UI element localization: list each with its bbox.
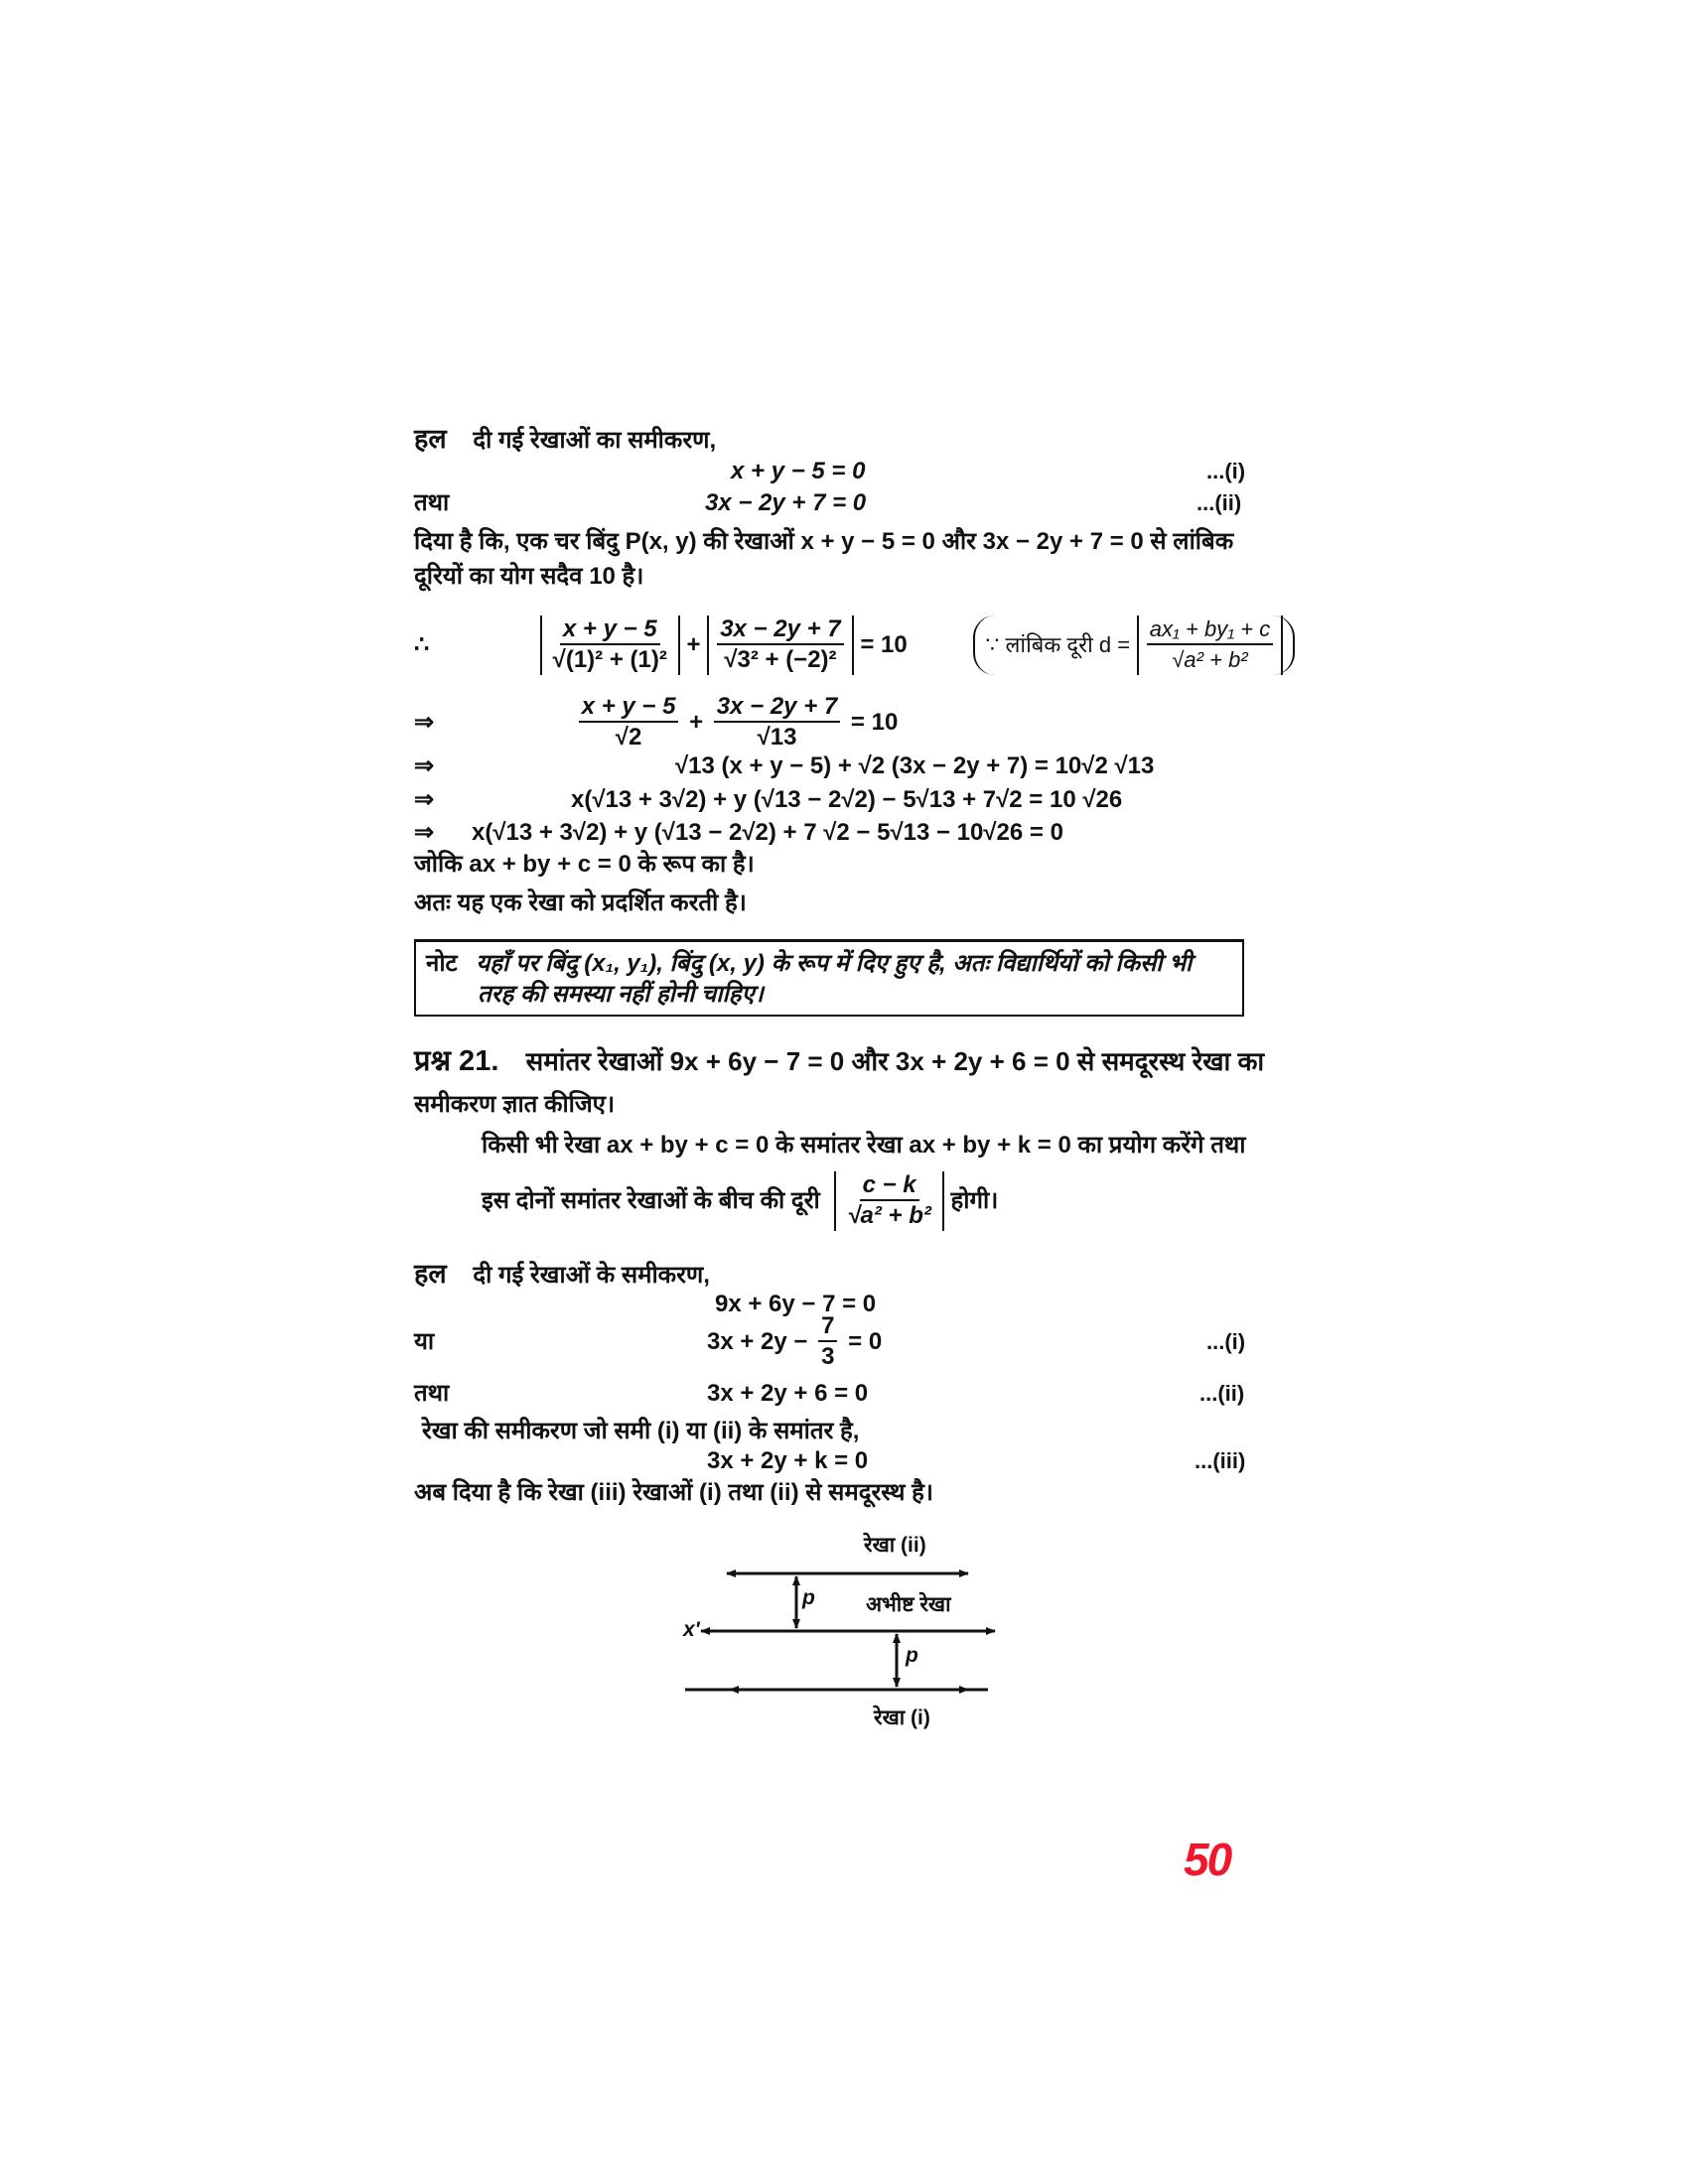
implies-symbol: ⇒: [414, 709, 435, 736]
conclusion: अतः यह एक रेखा को प्रदर्शित करती है।: [414, 889, 747, 916]
note-label: नोट: [426, 950, 458, 977]
step-2: √13 (x + y − 5) + √2 (3x − 2y + 7) = 10√2 √13: [675, 752, 1155, 779]
question-text-2: समीकरण ज्ञात कीजिए।: [414, 1091, 616, 1118]
equation-2: 3x + 2y + 6 = 0: [707, 1380, 869, 1407]
equation-tag-3: ...(iii): [1195, 1448, 1246, 1473]
therefore-symbol: ∴: [414, 631, 430, 658]
question-text-1: समांतर रेखाओं 9x + 6y − 7 = 0 और 3x + 2y + 6 = 0 से समदूरस्थ रेखा का: [525, 1046, 1265, 1076]
hint-prefix: इस दोनों समांतर रेखाओं के बीच की दूरी: [482, 1187, 820, 1214]
question-label: प्रश्न 21.: [414, 1045, 499, 1077]
note-text-2: तरह की समस्या नहीं होनी चाहिए।: [478, 981, 764, 1008]
fraction-numerator: 7: [818, 1312, 837, 1342]
or-label: या: [414, 1328, 435, 1355]
plus-sign: +: [689, 709, 704, 736]
fraction-denominator: √a² + b²: [1172, 647, 1248, 672]
fraction-numerator: x + y − 5: [560, 615, 660, 645]
fraction-numerator: c − k: [860, 1171, 919, 1201]
solution-label: हल: [414, 1259, 447, 1289]
plus-sign: +: [686, 631, 701, 658]
equation-tag-1: ...(i): [1206, 459, 1246, 483]
solution-intro: दी गई रेखाओं का समीकरण,: [473, 427, 717, 454]
fraction-denominator: √a² + b²: [847, 1202, 931, 1229]
given-paragraph-line-1: दिया है कि, एक चर बिंदु P(x, y) की रेखाओं x + y − 5 = 0 और 3x − 2y + 7 = 0 से लांबिक: [414, 528, 1234, 555]
fraction-denominator: 3: [821, 1343, 835, 1370]
solution-intro: दी गई रेखाओं के समीकरण,: [473, 1262, 710, 1289]
fraction-denominator: √3² + (−2)²: [724, 646, 837, 673]
p-label-top: p: [802, 1586, 815, 1609]
p-label-bottom: p: [906, 1644, 918, 1667]
fraction-numerator: ax₁ + by₁ + c: [1147, 615, 1274, 645]
line-i-label: रेखा (i): [874, 1706, 930, 1729]
conjunction-label: तथा: [414, 489, 450, 516]
equation-prefix: 3x + 2y −: [707, 1328, 808, 1355]
equation-tag-2: ...(ii): [1196, 490, 1242, 515]
form-statement: जोकि ax + by + c = 0 के रूप का है।: [414, 851, 755, 878]
implies-symbol: ⇒: [414, 819, 435, 846]
equation-2: 3x − 2y + 7 = 0: [705, 489, 867, 516]
conjunction-label: तथा: [414, 1380, 450, 1407]
implies-symbol: ⇒: [414, 752, 435, 779]
equation-0: 9x + 6y − 7 = 0: [715, 1291, 877, 1317]
fraction-denominator: √2: [615, 724, 642, 751]
given-statement: अब दिया है कि रेखा (iii) रेखाओं (i) तथा (ii) से समदूरस्थ है।: [414, 1479, 933, 1506]
note-text-1: यहाँ पर बिंदु (x₁, y₁), बिंदु (x, y) के रूप में दिए हुए है, अतः विद्यार्थियों को किसी भी: [476, 950, 1193, 977]
x-prime-label: x': [683, 1618, 700, 1641]
line-ii-label: रेखा (ii): [864, 1534, 926, 1557]
equation-3: 3x + 2y + k = 0: [707, 1447, 869, 1474]
equation-tag-2: ...(ii): [1199, 1381, 1245, 1406]
given-paragraph-line-2: दूरियों का योग सदैव 10 है।: [414, 563, 644, 590]
equation-tag-1: ...(i): [1206, 1329, 1246, 1354]
fraction-numerator: x + y − 5: [579, 693, 679, 723]
equals-ten: = 10: [860, 631, 908, 658]
solution-label: हल: [414, 424, 447, 454]
required-line-label: अभीष्ट रेखा: [866, 1593, 951, 1616]
parallel-statement: रेखा की समीकरण जो समी (i) या (ii) के समांतर है,: [422, 1418, 860, 1444]
implies-symbol: ⇒: [414, 786, 435, 813]
fraction-numerator: 3x − 2y + 7: [714, 693, 840, 723]
equals-ten: = 10: [850, 709, 899, 736]
page-number: 50: [1184, 1834, 1231, 1885]
equation-suffix: = 0: [848, 1328, 883, 1355]
hint-suffix: होगी।: [950, 1187, 999, 1214]
step-4: x(√13 + 3√2) + y (√13 − 2√2) + 7 √2 − 5√13 − 10√26 = 0: [472, 819, 1063, 846]
hint-prefix: ∵ लांबिक दूरी d =: [985, 632, 1131, 657]
question-hint-1: किसी भी रेखा ax + by + c = 0 के समांतर रेखा ax + by + k = 0 का प्रयोग करेंगे तथा: [482, 1132, 1246, 1159]
step-3: x(√13 + 3√2) + y (√13 − 2√2) − 5√13 + 7√2 = 10 √26: [571, 786, 1123, 813]
fraction-numerator: 3x − 2y + 7: [717, 615, 843, 645]
equation-1: x + y − 5 = 0: [731, 458, 866, 484]
fraction-denominator: √13: [757, 724, 797, 751]
fraction-denominator: √(1)² + (1)²: [552, 646, 667, 673]
